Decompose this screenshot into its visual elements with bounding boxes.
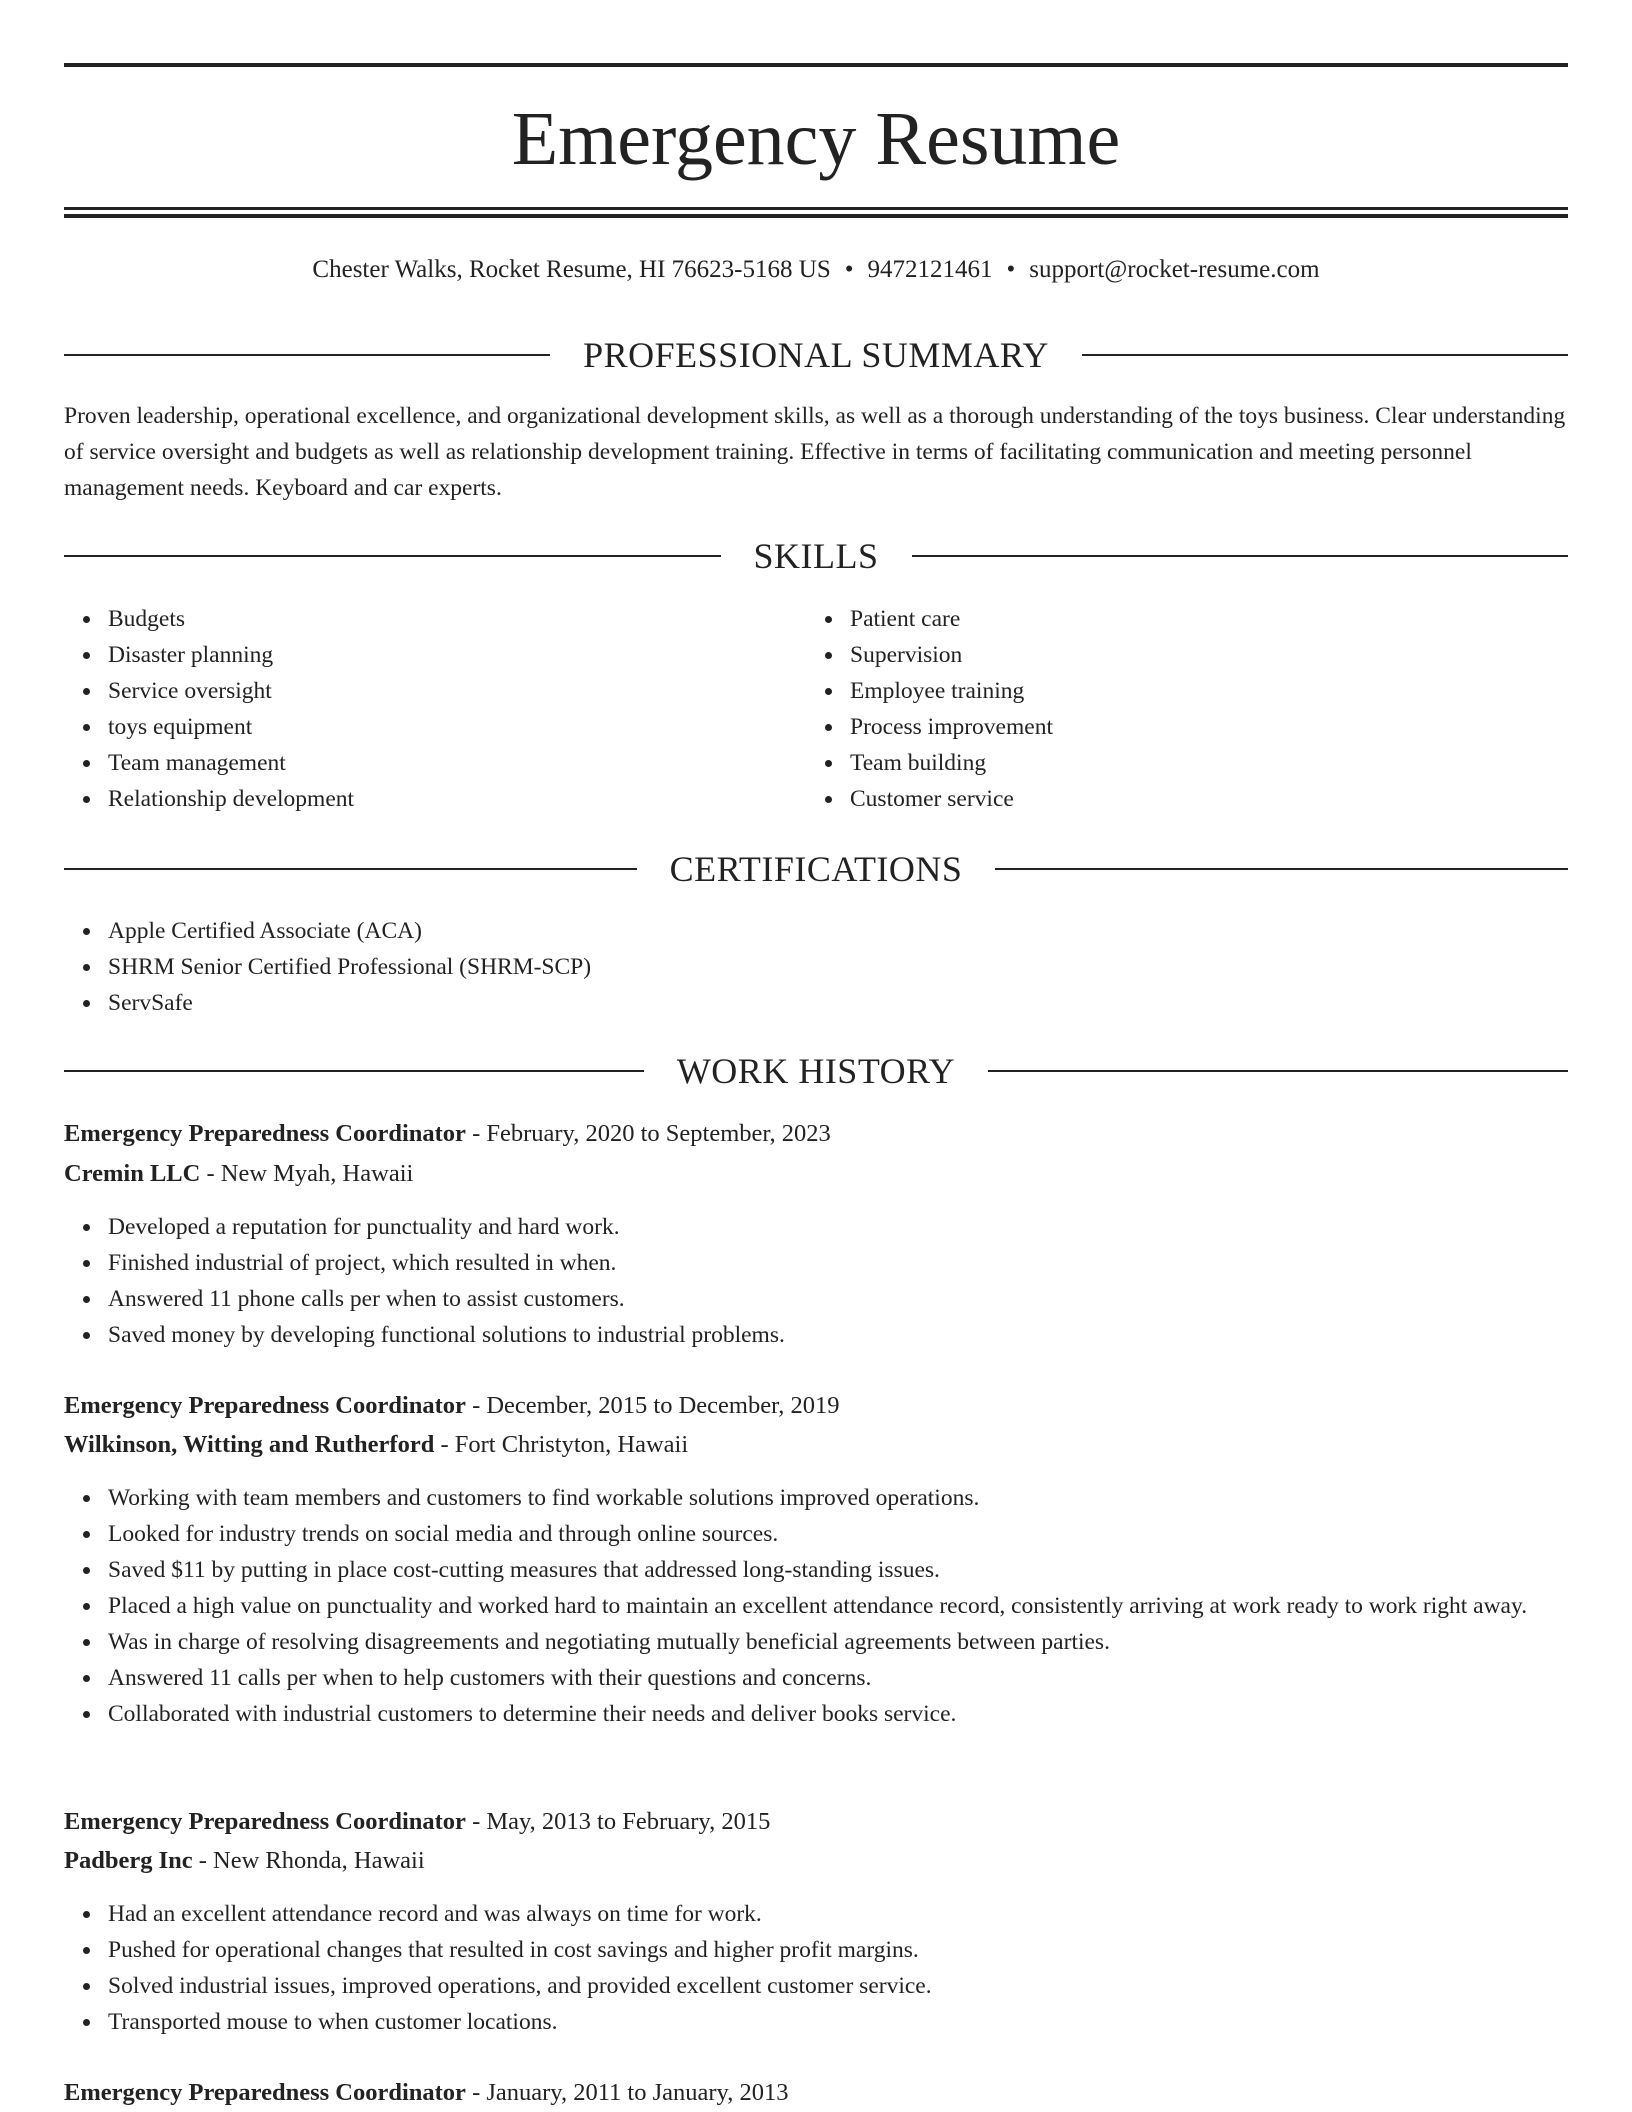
skill-item: Customer service bbox=[850, 781, 1550, 817]
job-title-line bbox=[64, 1116, 1568, 1152]
certification-item: ServSafe bbox=[108, 985, 1568, 1021]
job-bullet: Placed a high value on punctuality and worked hard to maintain an excellent attendance record, consistently arriving at work ready to work right away. bbox=[108, 1588, 1568, 1624]
contact-email: support@rocket-resume.com bbox=[1029, 256, 1320, 283]
section-title: CERTIFICATIONS bbox=[669, 849, 963, 889]
job-company: Cremin LLC bbox=[64, 1160, 201, 1187]
section-title: PROFESSIONAL SUMMARY bbox=[583, 335, 1049, 375]
job-dates: December, 2015 to December, 2019 bbox=[486, 1392, 840, 1419]
certifications-heading bbox=[64, 847, 1568, 891]
skill-item: Patient care bbox=[850, 601, 1550, 637]
job-company-line bbox=[64, 1843, 1568, 1879]
job-bullet: Had an excellent attendance record and was always on time for work. bbox=[108, 1896, 1568, 1932]
dash: - bbox=[465, 1808, 487, 1835]
section-title: WORK HISTORY bbox=[676, 1051, 956, 1091]
skill-item: toys equipment bbox=[108, 709, 808, 745]
job-title: Emergency Preparedness Coordinator bbox=[64, 1120, 466, 1147]
job-bullet: Developed a reputation for punctuality and hard work. bbox=[108, 1209, 1568, 1245]
title-double-rule bbox=[64, 207, 1568, 218]
dash: - bbox=[200, 1160, 221, 1187]
dash: - bbox=[192, 1847, 214, 1874]
heading-rule-left bbox=[64, 868, 637, 870]
summary-text: Proven leadership, operational excellence, and organizational development skills, as well as a thorough understanding of the toys business. Clear understanding of service oversight and budgets as well as relationship development training. Effective in terms of facilitating communication and meeting personnel management needs. Keyboard and car experts. bbox=[64, 403, 1566, 501]
skills-list-left bbox=[64, 601, 808, 817]
heading-rule-right bbox=[988, 1070, 1568, 1072]
job-dates: February, 2020 to September, 2023 bbox=[486, 1120, 831, 1147]
dash: - bbox=[434, 1431, 455, 1458]
heading-rule-right bbox=[995, 868, 1568, 870]
job-bullet: Was in charge of resolving disagreements and negotiating mutually beneficial agreements between parties. bbox=[108, 1624, 1568, 1660]
skill-item: Disaster planning bbox=[108, 637, 808, 673]
certification-item: SHRM Senior Certified Professional (SHRM-SCP) bbox=[108, 949, 1568, 985]
heading-rule-left bbox=[64, 354, 550, 356]
dash: - bbox=[465, 1120, 487, 1147]
certification-item: Apple Certified Associate (ACA) bbox=[108, 913, 1568, 949]
job-dates: January, 2011 to January, 2013 bbox=[486, 2079, 789, 2106]
job-bullet: Answered 11 phone calls per when to assist customers. bbox=[108, 1281, 1568, 1317]
skills-list-right bbox=[806, 601, 1550, 817]
contact-separator: • bbox=[1006, 256, 1016, 283]
contact-phone: 9472121461 bbox=[867, 256, 993, 283]
job-bullet: Pushed for operational changes that resulted in cost savings and higher profit margins. bbox=[108, 1932, 1568, 1968]
job-bullet: Solved industrial issues, improved operations, and provided excellent customer service. bbox=[108, 1968, 1568, 2004]
skill-item: Team management bbox=[108, 745, 808, 781]
top-rule bbox=[64, 63, 1568, 67]
summary-heading bbox=[64, 333, 1568, 377]
heading-rule-right bbox=[912, 555, 1569, 557]
job-title-line bbox=[64, 1804, 1568, 1840]
job-bullet: Finished industrial of project, which resulted in when. bbox=[108, 1245, 1568, 1281]
contact-line bbox=[64, 254, 1568, 286]
job-bullets bbox=[64, 1209, 1568, 1353]
job-company: Wilkinson, Witting and Rutherford bbox=[64, 1431, 435, 1458]
dash: - bbox=[465, 1392, 487, 1419]
job-location: New Myah, Hawaii bbox=[220, 1160, 414, 1187]
skill-item: Budgets bbox=[108, 601, 808, 637]
job-bullet: Transported mouse to when customer locations. bbox=[108, 2004, 1568, 2040]
contact-address: Chester Walks, Rocket Resume, HI 76623-5168 US bbox=[312, 256, 831, 283]
skill-item: Service oversight bbox=[108, 673, 808, 709]
certifications-list bbox=[64, 913, 1568, 1021]
skill-item: Employee training bbox=[850, 673, 1550, 709]
job-dates: May, 2013 to February, 2015 bbox=[486, 1808, 771, 1835]
job-bullet: Saved money by developing functional solutions to industrial problems. bbox=[108, 1317, 1568, 1353]
work-history-heading bbox=[64, 1049, 1568, 1093]
skill-item: Team building bbox=[850, 745, 1550, 781]
job-location: New Rhonda, Hawaii bbox=[213, 1847, 425, 1874]
skill-item: Relationship development bbox=[108, 781, 808, 817]
heading-rule-left bbox=[64, 555, 721, 557]
contact-separator: • bbox=[844, 256, 854, 283]
dash: - bbox=[465, 2079, 487, 2106]
skill-item: Supervision bbox=[850, 637, 1550, 673]
skill-item: Process improvement bbox=[850, 709, 1550, 745]
job-bullet: Saved $11 by putting in place cost-cutting measures that addressed long-standing issues. bbox=[108, 1552, 1568, 1588]
job-title: Emergency Preparedness Coordinator bbox=[64, 1392, 466, 1419]
job-bullets bbox=[64, 1480, 1568, 1732]
job-title: Emergency Preparedness Coordinator bbox=[64, 1808, 466, 1835]
job-title: Emergency Preparedness Coordinator bbox=[64, 2079, 466, 2106]
job-title-line bbox=[64, 2075, 1568, 2111]
heading-rule-right bbox=[1082, 354, 1568, 356]
job-company: Padberg Inc bbox=[64, 1847, 193, 1874]
job-bullet: Answered 11 calls per when to help customers with their questions and concerns. bbox=[108, 1660, 1568, 1696]
job-company-line bbox=[64, 1156, 1568, 1192]
job-bullet: Looked for industry trends on social media and through online sources. bbox=[108, 1516, 1568, 1552]
job-bullets bbox=[64, 1896, 1568, 2040]
job-company-line bbox=[64, 1427, 1568, 1463]
heading-rule-left bbox=[64, 1070, 644, 1072]
job-bullet: Collaborated with industrial customers to determine their needs and deliver books service. bbox=[108, 1696, 1568, 1732]
resume-title: Emergency Resume bbox=[511, 97, 1121, 181]
job-bullet: Working with team members and customers to find workable solutions improved operations. bbox=[108, 1480, 1568, 1516]
skills-heading bbox=[64, 534, 1568, 578]
section-title: SKILLS bbox=[753, 536, 879, 576]
job-location: Fort Christyton, Hawaii bbox=[454, 1431, 689, 1458]
job-title-line bbox=[64, 1388, 1568, 1424]
